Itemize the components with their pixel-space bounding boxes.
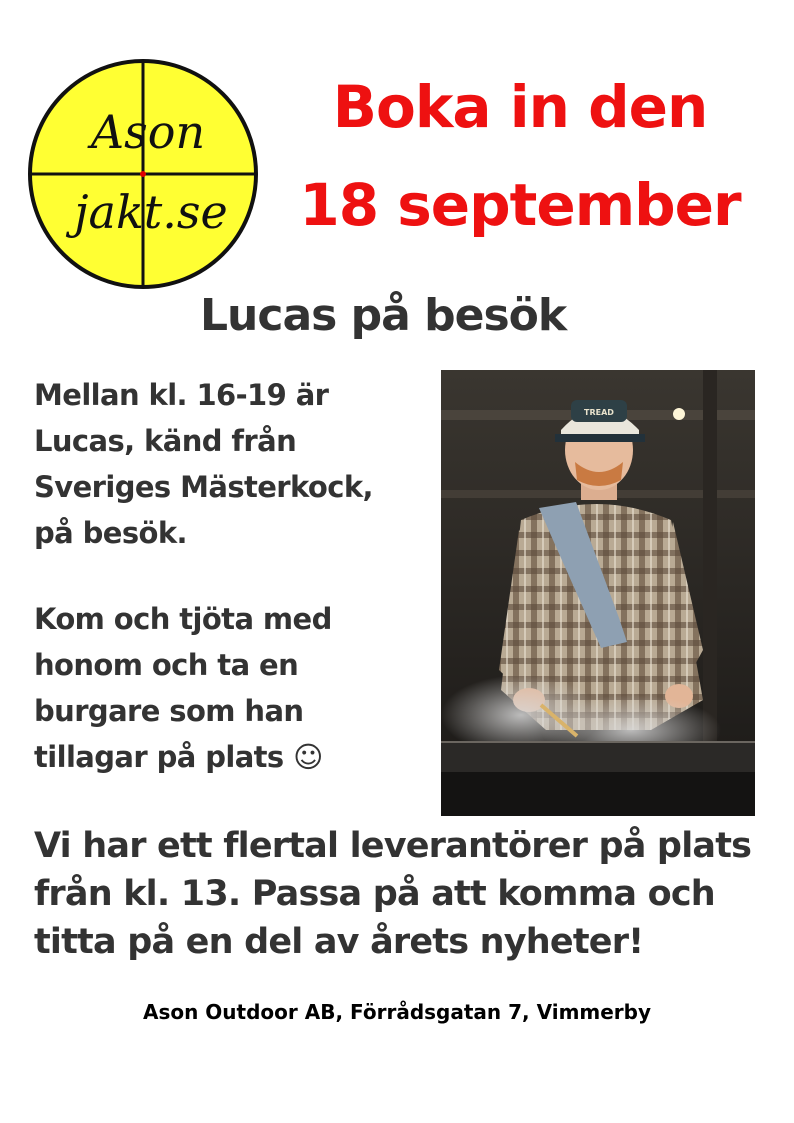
address-footer: Ason Outdoor AB, Förrådsgatan 7, Vimmerby (142, 1000, 652, 1024)
photo-lucas-grilling (441, 370, 755, 816)
text-line: titta på en del av årets nyheter! (34, 922, 644, 962)
logo-text-jakt: jakt.se (74, 185, 228, 239)
paragraph-suppliers (34, 822, 774, 966)
headline-line-2: 18 september (299, 171, 741, 239)
text-line: Mellan kl. 16-19 är (34, 378, 329, 412)
subtitle: Lucas på besök (200, 290, 567, 341)
text-line: Vi har ett flertal leverantörer på plats (34, 826, 752, 866)
text-line: burgare som han (34, 694, 304, 728)
headline-line-1: Boka in den (332, 73, 708, 141)
text-line: honom och ta en (34, 648, 299, 682)
text-line: på besök. (34, 516, 187, 550)
ason-jakt-logo (26, 58, 260, 290)
text-line: Kom och tjöta med (34, 602, 332, 636)
text-line: tillagar på plats ☺ (34, 740, 323, 774)
paragraph-invite (34, 596, 424, 780)
logo-text-ason: Ason (90, 105, 206, 159)
text-line: Lucas, känd från (34, 424, 297, 458)
text-line: från kl. 13. Passa på att komma och (34, 874, 715, 914)
paragraph-intro (34, 372, 424, 556)
photo-cap-text: TREAD (584, 408, 614, 417)
text-line: Sveriges Mästerkock, (34, 470, 373, 504)
